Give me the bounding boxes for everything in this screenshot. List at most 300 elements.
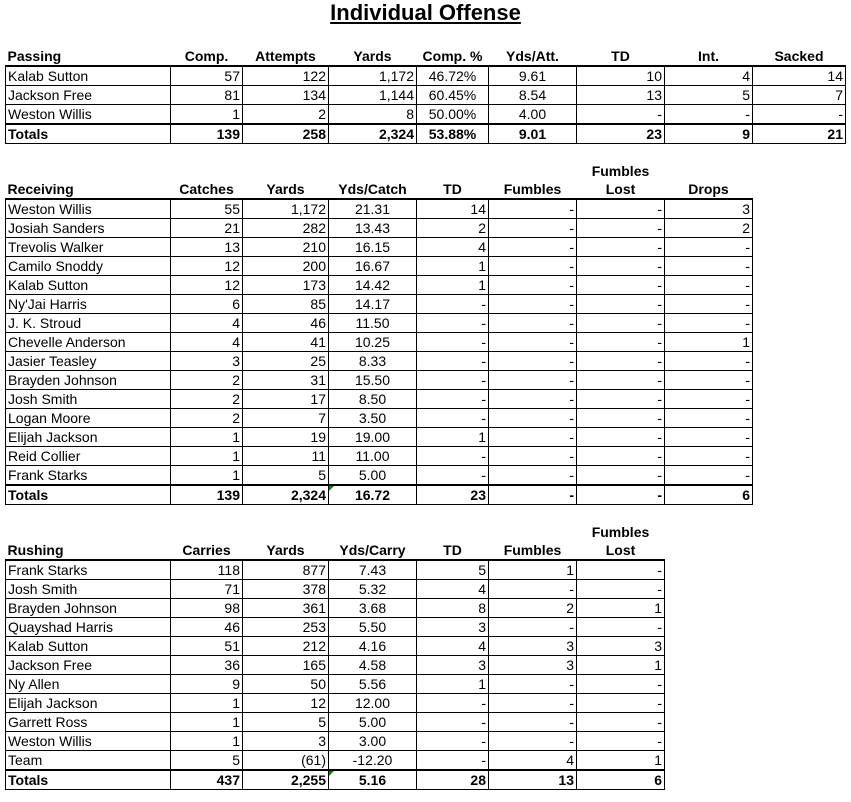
receiving-header-top-cell (243, 162, 329, 180)
totals-stat-cell: 23 (577, 124, 665, 144)
stat-cell: 1 (577, 656, 665, 675)
stat-cell: 14.42 (329, 276, 417, 295)
receiving-column-header: Fumbles (489, 180, 577, 199)
stat-cell: 85 (243, 295, 329, 314)
stat-cell: - (577, 732, 665, 751)
stat-cell: - (577, 238, 665, 257)
rushing-body (6, 560, 665, 770)
totals-stat-cell: 139 (171, 124, 243, 144)
passing-column-header: Yards (329, 47, 417, 66)
stat-cell: 36 (171, 656, 243, 675)
totals-stat-cell: 6 (577, 770, 665, 790)
stat-cell: - (577, 675, 665, 694)
player-name-cell: Josh Smith (6, 580, 171, 599)
rushing-player-row (6, 599, 665, 618)
totals-stat-cell: 28 (417, 770, 489, 790)
player-name-cell: Garrett Ross (6, 713, 171, 732)
stat-cell: 5 (417, 560, 489, 580)
totals-stat-cell: 5.16 (329, 770, 417, 790)
stat-cell: - (489, 219, 577, 238)
stat-cell: - (577, 105, 665, 125)
stat-cell: 11.00 (329, 447, 417, 466)
receiving-player-row (6, 466, 753, 486)
stat-cell: 212 (243, 637, 329, 656)
rushing-header-top-cell (6, 523, 171, 541)
stat-cell: - (489, 675, 577, 694)
stat-cell: (61) (243, 751, 329, 771)
passing-column-header: Yds/Att. (489, 47, 577, 66)
rushing-header-top-cell (243, 523, 329, 541)
receiving-header-row (6, 180, 753, 199)
stat-cell: 1 (577, 751, 665, 771)
rushing-player-row (6, 713, 665, 732)
stat-cell: 57 (171, 66, 243, 86)
stat-cell: - (577, 352, 665, 371)
stat-cell: 4.58 (329, 656, 417, 675)
totals-stat-cell: 16.72 (329, 485, 417, 505)
player-name-cell: Kalab Sutton (6, 66, 171, 86)
stat-cell: 1 (417, 257, 489, 276)
totals-stat-cell: 9 (665, 124, 753, 144)
totals-stat-cell: 13 (489, 770, 577, 790)
stat-cell: 25 (243, 352, 329, 371)
stat-cell: 4.00 (489, 105, 577, 125)
receiving-player-row (6, 409, 753, 428)
stat-cell: 4 (171, 333, 243, 352)
stat-cell: - (753, 105, 846, 125)
stat-cell: 19 (243, 428, 329, 447)
stat-cell: 4 (417, 580, 489, 599)
player-name-cell: Jasier Teasley (6, 352, 171, 371)
player-name-cell: Kalab Sutton (6, 276, 171, 295)
stat-cell: 2 (171, 371, 243, 390)
rushing-column-header: Carries (171, 541, 243, 560)
stat-cell: 118 (171, 560, 243, 580)
receiving-player-row (6, 390, 753, 409)
player-name-cell: Trevolis Walker (6, 238, 171, 257)
stat-cell: - (489, 276, 577, 295)
stat-cell: 55 (171, 199, 243, 219)
totals-stat-cell: 258 (243, 124, 329, 144)
rushing-column-header: Lost (577, 541, 665, 560)
player-name-cell: Weston Willis (6, 199, 171, 219)
stat-cell: - (417, 713, 489, 732)
stat-cell: 60.45% (417, 86, 489, 105)
passing-player-row (6, 86, 846, 105)
stat-cell: 16.67 (329, 257, 417, 276)
stat-cell: 5.00 (329, 466, 417, 486)
player-name-cell: Weston Willis (6, 105, 171, 125)
stat-cell: - (577, 257, 665, 276)
rushing-table (5, 523, 665, 790)
receiving-totals-row (6, 485, 753, 505)
stat-cell: - (489, 447, 577, 466)
stat-cell: - (417, 466, 489, 486)
stat-cell: 41 (243, 333, 329, 352)
stat-cell: 2 (171, 390, 243, 409)
rushing-header-top-cell: Fumbles (591, 524, 650, 540)
receiving-player-row (6, 257, 753, 276)
stat-cell: 4 (665, 66, 753, 86)
receiving-top-row (6, 162, 753, 180)
stat-cell: 71 (171, 580, 243, 599)
player-name-cell: Ny Allen (6, 675, 171, 694)
player-name-cell: Jackson Free (6, 656, 171, 675)
receiving-header-top-cell (6, 162, 171, 180)
stat-cell: 81 (171, 86, 243, 105)
stat-cell: 5 (243, 466, 329, 486)
stat-cell: 7 (753, 86, 846, 105)
stat-cell: - (489, 371, 577, 390)
player-name-cell: Chevelle Anderson (6, 333, 171, 352)
stat-cell: 1 (665, 333, 753, 352)
stat-cell: 3 (665, 199, 753, 219)
totals-stat-cell: - (577, 485, 665, 505)
player-name-cell: Brayden Johnson (6, 599, 171, 618)
stat-cell: 4.16 (329, 637, 417, 656)
stat-cell: 12 (243, 694, 329, 713)
stat-cell: 3.68 (329, 599, 417, 618)
stat-cell: 10 (577, 66, 665, 86)
stat-cell: - (489, 352, 577, 371)
stat-cell: - (577, 694, 665, 713)
rushing-column-header: TD (417, 541, 489, 560)
stat-cell: - (417, 390, 489, 409)
stat-cell: 3 (417, 656, 489, 675)
stat-cell: - (489, 333, 577, 352)
stat-cell: - (577, 618, 665, 637)
stat-cell: - (577, 219, 665, 238)
stat-cell: 1,172 (329, 66, 417, 86)
player-name-cell: Logan Moore (6, 409, 171, 428)
stat-cell: 1,144 (329, 86, 417, 105)
receiving-section-title: Receiving (6, 180, 171, 199)
stat-cell: 3 (489, 656, 577, 675)
receiving-player-row (6, 333, 753, 352)
stat-cell: - (577, 580, 665, 599)
stat-cell: 46 (171, 618, 243, 637)
stat-cell: 3.00 (329, 732, 417, 751)
stat-cell: 3 (489, 637, 577, 656)
stat-cell: 5.00 (329, 713, 417, 732)
stat-cell: - (489, 295, 577, 314)
stat-cell: 1 (171, 694, 243, 713)
stat-cell: 13 (577, 86, 665, 105)
totals-stat-cell: 53.88% (417, 124, 489, 144)
stat-cell: 4 (417, 637, 489, 656)
player-name-cell: Jackson Free (6, 86, 171, 105)
stat-cell: - (665, 428, 753, 447)
totals-stat-cell: 139 (171, 485, 243, 505)
passing-table (5, 47, 846, 144)
receiving-body (6, 199, 753, 485)
receiving-player-row (6, 371, 753, 390)
stat-cell: - (489, 694, 577, 713)
stat-cell: 13.43 (329, 219, 417, 238)
stat-cell: - (489, 713, 577, 732)
stat-cell: 361 (243, 599, 329, 618)
stat-cell: - (489, 732, 577, 751)
stat-cell: 2 (243, 105, 329, 125)
player-name-cell: Quayshad Harris (6, 618, 171, 637)
stat-cell: - (489, 238, 577, 257)
receiving-table (5, 162, 753, 505)
totals-stat-cell: - (489, 485, 577, 505)
player-name-cell: Elijah Jackson (6, 694, 171, 713)
rushing-totals-row (6, 770, 665, 790)
player-name-cell: Camilo Snoddy (6, 257, 171, 276)
stat-cell: - (417, 409, 489, 428)
stat-cell: 98 (171, 599, 243, 618)
receiving-player-row (6, 314, 753, 333)
stat-cell: 282 (243, 219, 329, 238)
stat-cell: 19.00 (329, 428, 417, 447)
stat-cell: 46.72% (417, 66, 489, 86)
stat-cell: 11 (243, 447, 329, 466)
stat-cell: - (417, 732, 489, 751)
stat-cell: 8.50 (329, 390, 417, 409)
stat-cell: - (577, 295, 665, 314)
stat-cell: 1 (489, 560, 577, 580)
stat-cell: - (417, 314, 489, 333)
totals-stat-cell: 6 (665, 485, 753, 505)
receiving-player-row (6, 199, 753, 219)
rushing-section-title: Rushing (6, 541, 171, 560)
rushing-header-top-cell (329, 523, 417, 541)
stat-cell: 5.32 (329, 580, 417, 599)
stat-cell: 1 (417, 675, 489, 694)
stat-cell: - (577, 390, 665, 409)
rushing-player-row (6, 675, 665, 694)
receiving-column-header: Drops (665, 180, 753, 199)
stat-cell: 7 (243, 409, 329, 428)
stat-cell: 5 (243, 713, 329, 732)
rushing-header-row (6, 541, 665, 560)
stat-cell: - (577, 713, 665, 732)
stat-cell: 11.50 (329, 314, 417, 333)
stat-cell: - (489, 428, 577, 447)
stat-cell: - (665, 409, 753, 428)
player-name-cell: Weston Willis (6, 732, 171, 751)
rushing-header-top-cell (417, 523, 489, 541)
stat-cell: - (665, 447, 753, 466)
passing-column-header: Sacked (753, 47, 846, 66)
stat-cell: - (577, 409, 665, 428)
totals-label-cell: Totals (6, 770, 171, 790)
rushing-player-row (6, 751, 665, 771)
stat-cell: - (489, 257, 577, 276)
stat-cell: 5 (665, 86, 753, 105)
stat-cell: - (489, 466, 577, 486)
totals-stat-cell: 437 (171, 770, 243, 790)
receiving-column-header: TD (417, 180, 489, 199)
stat-cell: 4 (489, 751, 577, 771)
stat-cell: - (665, 466, 753, 486)
receiving-column-header: Catches (171, 180, 243, 199)
passing-column-header: Comp. % (417, 47, 489, 66)
receiving-column-header: Lost (577, 180, 665, 199)
stat-cell: 3.50 (329, 409, 417, 428)
receiving-player-row (6, 352, 753, 371)
rushing-top-row (6, 523, 665, 541)
stat-cell: 14.17 (329, 295, 417, 314)
rushing-player-row (6, 694, 665, 713)
passing-column-header: Int. (665, 47, 753, 66)
stat-cell: 13 (171, 238, 243, 257)
stat-cell: 122 (243, 66, 329, 86)
stat-cell: 5.56 (329, 675, 417, 694)
player-name-cell: Josiah Sanders (6, 219, 171, 238)
player-name-cell: Elijah Jackson (6, 428, 171, 447)
stat-cell: 1 (171, 105, 243, 125)
stat-cell: 51 (171, 637, 243, 656)
stat-cell: - (665, 314, 753, 333)
totals-stat-cell: 2,324 (243, 485, 329, 505)
stat-cell: 200 (243, 257, 329, 276)
receiving-header-top-cell: Fumbles (591, 163, 650, 179)
player-name-cell: Brayden Johnson (6, 371, 171, 390)
stat-cell: - (489, 314, 577, 333)
stat-cell: 2 (171, 409, 243, 428)
receiving-player-row (6, 295, 753, 314)
stat-cell: 2 (489, 599, 577, 618)
totals-label-cell: Totals (6, 124, 171, 144)
stat-cell: 15.50 (329, 371, 417, 390)
player-name-cell: Josh Smith (6, 390, 171, 409)
stat-cell: 5.50 (329, 618, 417, 637)
passing-player-row (6, 66, 846, 86)
rushing-player-row (6, 732, 665, 751)
stat-cell: 12 (171, 257, 243, 276)
stat-cell: 4 (417, 238, 489, 257)
stat-cell: 8 (417, 599, 489, 618)
player-name-cell: Team (6, 751, 171, 771)
stat-cell: - (665, 295, 753, 314)
rushing-player-row (6, 637, 665, 656)
stat-cell: 14 (417, 199, 489, 219)
stat-cell: 1 (417, 428, 489, 447)
stat-cell: 3 (171, 352, 243, 371)
stat-cell: - (665, 257, 753, 276)
receiving-header-top-cell (171, 162, 243, 180)
stat-cell: - (489, 618, 577, 637)
stat-cell: 21 (171, 219, 243, 238)
stat-cell: 8.33 (329, 352, 417, 371)
stat-cell: 3 (577, 637, 665, 656)
stat-cell: 1,172 (243, 199, 329, 219)
stat-cell: 10.25 (329, 333, 417, 352)
stat-cell: 2 (665, 219, 753, 238)
stat-cell: - (417, 447, 489, 466)
stat-cell: 1 (171, 466, 243, 486)
stat-cell: 9.61 (489, 66, 577, 86)
stat-cell: - (577, 314, 665, 333)
totals-label-cell: Totals (6, 485, 171, 505)
totals-stat-cell: 9.01 (489, 124, 577, 144)
rushing-player-row (6, 618, 665, 637)
stat-cell: 173 (243, 276, 329, 295)
receiving-header-top-cell (329, 162, 417, 180)
stat-cell: 8 (329, 105, 417, 125)
receiving-player-row (6, 447, 753, 466)
stat-cell: 1 (417, 276, 489, 295)
totals-stat-cell: 2,255 (243, 770, 329, 790)
stat-cell: - (577, 371, 665, 390)
stat-cell: - (665, 371, 753, 390)
totals-stat-cell: 2,324 (329, 124, 417, 144)
stat-cell: - (417, 333, 489, 352)
stat-cell: 877 (243, 560, 329, 580)
stat-cell: 5 (171, 751, 243, 771)
rushing-player-row (6, 656, 665, 675)
stat-cell: 210 (243, 238, 329, 257)
receiving-player-row (6, 238, 753, 257)
stat-cell: - (665, 105, 753, 125)
player-name-cell: Reid Collier (6, 447, 171, 466)
stat-cell: 1 (171, 428, 243, 447)
receiving-header-top-cell (489, 162, 577, 180)
stat-cell: - (577, 276, 665, 295)
stat-cell: - (417, 751, 489, 771)
stat-cell: - (489, 409, 577, 428)
stat-cell: - (417, 295, 489, 314)
stat-cell: 50 (243, 675, 329, 694)
rushing-header-top-cell (171, 523, 243, 541)
stat-cell: - (417, 371, 489, 390)
stat-cell: 9 (171, 675, 243, 694)
passing-player-row (6, 105, 846, 125)
stat-cell: 8.54 (489, 86, 577, 105)
stat-cell: 253 (243, 618, 329, 637)
stat-cell: 12 (171, 276, 243, 295)
stat-cell: 31 (243, 371, 329, 390)
stat-cell: 1 (171, 447, 243, 466)
passing-section-title: Passing (6, 47, 171, 66)
stat-cell: - (665, 390, 753, 409)
receiving-player-row (6, 276, 753, 295)
player-name-cell: Kalab Sutton (6, 637, 171, 656)
stat-cell: -12.20 (329, 751, 417, 771)
stat-cell: - (665, 238, 753, 257)
player-name-cell: J. K. Stroud (6, 314, 171, 333)
stat-cell: 16.15 (329, 238, 417, 257)
receiving-header-top-cell (417, 162, 489, 180)
rushing-column-header: Yards (243, 541, 329, 560)
passing-body (6, 66, 846, 124)
stat-cell: - (665, 276, 753, 295)
stat-cell: 134 (243, 86, 329, 105)
stat-cell: - (489, 580, 577, 599)
passing-column-header: TD (577, 47, 665, 66)
passing-totals-row (6, 124, 846, 144)
stat-cell: - (577, 560, 665, 580)
stat-cell: 12.00 (329, 694, 417, 713)
stat-cell: 17 (243, 390, 329, 409)
receiving-player-row (6, 428, 753, 447)
stat-cell: - (489, 199, 577, 219)
stat-cell: 1 (577, 599, 665, 618)
player-name-cell: Ny'Jai Harris (6, 295, 171, 314)
stat-cell: - (417, 352, 489, 371)
receiving-column-header: Yards (243, 180, 329, 199)
rushing-column-header: Yds/Carry (329, 541, 417, 560)
stat-cell: 1 (171, 713, 243, 732)
stat-cell: - (577, 447, 665, 466)
stat-cell: 14 (753, 66, 846, 86)
passing-header-row (6, 47, 846, 66)
stat-cell: - (577, 466, 665, 486)
totals-stat-cell: 21 (753, 124, 846, 144)
